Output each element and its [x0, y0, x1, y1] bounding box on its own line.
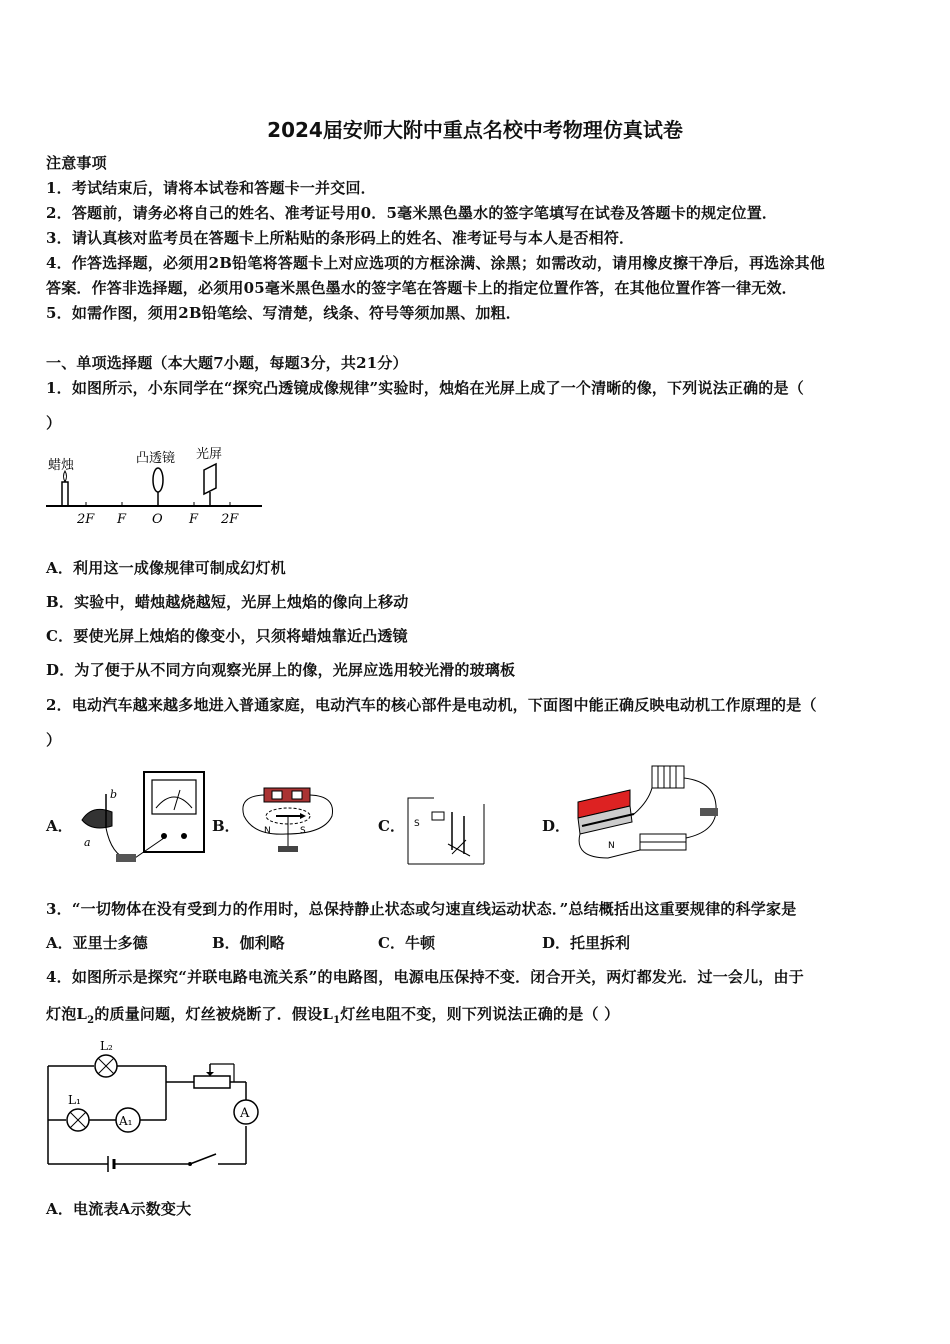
- q2-figure-b: [238, 782, 338, 862]
- q3-option-a: A．亚里士多德: [46, 934, 148, 952]
- section-heading: 一、单项选择题（本大题7小题，每题3分，共21分）: [46, 354, 408, 372]
- q2-option-a-label: A．: [46, 817, 73, 835]
- notice-heading: 注意事项: [46, 154, 107, 172]
- notice-item: 5．如需作图，须用2B铅笔绘、写清楚，线条、符号等须加黑、加粗．: [46, 304, 521, 322]
- q4-stem-line2: [46, 1003, 619, 1026]
- notice-item: 1．考试结束后，请将本试卷和答题卡一并交回．: [46, 179, 376, 197]
- q2-figure-a: [72, 768, 208, 868]
- ammeter-a-label: A: [240, 1106, 250, 1121]
- q4-stem-part: 的质量问题，灯丝被烧断了．假设L: [94, 1005, 334, 1023]
- q4-stem-part: 灯泡L: [46, 1005, 88, 1023]
- lens-label: 凸透镜: [136, 451, 176, 466]
- fig-c-label-s: S: [414, 819, 420, 829]
- q2-option-c-label: C．: [378, 817, 405, 835]
- q4-option-a: A．电流表A示数变大: [46, 1200, 192, 1218]
- notice-item: 3．请认真核对监考员在答题卡上所粘贴的条形码上的姓名、准考证号与本人是否相符．: [46, 229, 635, 247]
- q3-option-c: C．牛顿: [378, 934, 435, 952]
- bulb-l1-label: L₁: [68, 1093, 81, 1107]
- tick-label: F: [189, 512, 199, 526]
- q1-option-b: B．实验中，蜡烛越烧越短，光屏上烛焰的像向上移动: [46, 593, 409, 611]
- q4-stem: 4．如图所示是探究“并联电路电流关系”的电路图，电源电压保持不变．闭合开关，两灯都发光．过一会儿，由于: [46, 968, 804, 986]
- screen-label: 光屏: [196, 447, 223, 462]
- candle-label: 蜡烛: [48, 458, 75, 473]
- fig-d-label-n: N: [608, 841, 615, 851]
- q4-stem-part: 灯丝电阻不变，则下列说法正确的是（ ）: [340, 1005, 620, 1023]
- bulb-l2-label: L₂: [100, 1039, 113, 1053]
- lens-bench-figure: [44, 442, 266, 526]
- q2-figure-c: [404, 794, 488, 866]
- q3-stem: 3．“一切物体在没有受到力的作用时，总保持静止状态或匀速直线运动状态．”总结概括出这重要规律的科学家是: [46, 900, 797, 918]
- q2-option-d-label: D．: [542, 817, 571, 835]
- q1-option-d: D．为了便于从不同方向观察光屏上的像，光屏应选用较光滑的玻璃板: [46, 661, 516, 679]
- q2-stem-end: ）: [46, 731, 62, 749]
- q2-figure-d: [568, 762, 732, 866]
- notice-item: 答案．作答非选择题，必须用05毫米黑色墨水的签字笔在答题卡上的指定位置作答，在其他位置作答一律无效．: [46, 279, 797, 297]
- tick-label: 2F: [221, 512, 239, 526]
- q2-stem: 2．电动汽车越来越多地进入普通家庭，电动汽车的核心部件是电动机，下面图中能正确反映电动机工作原理的是（: [46, 696, 817, 714]
- tick-label: F: [117, 512, 127, 526]
- q1-option-a: A．利用这一成像规律可制成幻灯机: [46, 559, 286, 577]
- q4-subscript: 1: [333, 1015, 341, 1026]
- page-title: 2024届安师大附中重点名校中考物理仿真试卷: [267, 118, 683, 142]
- q1-stem-end: ）: [46, 414, 62, 432]
- tick-label: O: [152, 512, 163, 526]
- tick-label: 2F: [77, 512, 95, 526]
- ammeter-a1-label: A₁: [119, 1114, 133, 1128]
- notice-item: 4．作答选择题，必须用2B铅笔将答题卡上对应选项的方框涂满、涂黑；如需改动，请用橡皮擦干净后，再选涂其他: [46, 254, 825, 272]
- q3-option-d: D．托里拆利: [542, 934, 631, 952]
- fig-a-label-a: a: [84, 836, 91, 849]
- rheostat-symbol: [194, 1076, 230, 1088]
- notice-item: 2．答题前，请务必将自己的姓名、准考证号用0．5毫米黑色墨水的签字笔填写在试卷及答题卡的规定位置．: [46, 204, 778, 222]
- q1-stem: 1．如图所示，小东同学在“探究凸透镜成像规律”实验时，烛焰在光屏上成了一个清晰的像，下列说法正确的是（: [46, 379, 804, 397]
- q2-option-b-label: B．: [212, 817, 240, 835]
- parallel-circuit-figure: [44, 1036, 268, 1172]
- q4-subscript: 2: [87, 1015, 95, 1026]
- fig-a-label-b: b: [110, 788, 118, 801]
- fig-b-label-n: N: [264, 826, 271, 836]
- fig-b-label-s: S: [300, 826, 306, 836]
- q3-option-b: B．伽利略: [212, 934, 285, 952]
- q1-option-c: C．要使光屏上烛焰的像变小，只须将蜡烛靠近凸透镜: [46, 627, 408, 645]
